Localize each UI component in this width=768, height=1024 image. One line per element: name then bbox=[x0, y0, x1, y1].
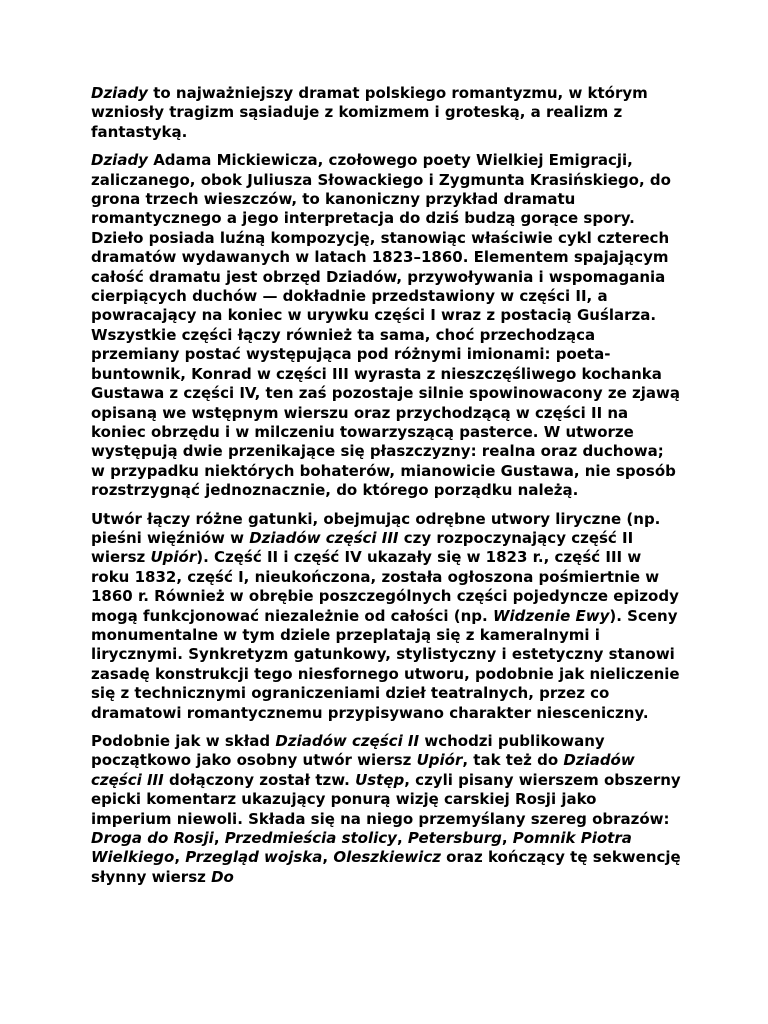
italic-text-run: Oleszkiewicz bbox=[333, 848, 441, 867]
body-paragraph bbox=[91, 151, 681, 500]
text-run: , tak też do bbox=[462, 751, 564, 770]
italic-text-run: Pomnik Piotra Wielkiego bbox=[91, 829, 632, 867]
italic-text-run: Dziadów części III bbox=[91, 751, 635, 789]
italic-text-run: Dziadów części III bbox=[249, 528, 399, 547]
text-run: , bbox=[174, 848, 186, 867]
document-page bbox=[91, 84, 681, 896]
italic-text-run: Droga do Rosji bbox=[91, 829, 214, 848]
text-run: ). Część II i część IV ukazały się w 1823 r., część III w roku 1832, część I, nieukończona, została ogłoszona pośmiertnie w 1860 r. Również w obrębie poszczególnych części pojedyncze epizody mogą funkcjonować niezależnie od całości (np. bbox=[91, 548, 679, 625]
text-run: , bbox=[396, 829, 408, 848]
italic-text-run: Upiór bbox=[150, 548, 197, 567]
text-run: dołączony został tzw. bbox=[163, 770, 356, 789]
italic-text-run: Dziady bbox=[91, 151, 148, 170]
text-run: Adama Mickiewicza, czołowego poety Wielkiej Emigracji, zaliczanego, obok Juliusza Słowackiego i Zygmunta Krasińskiego, do grona trzech wieszczów, to kanoniczny przykład dramatu romantycznego a jego interpretacja do dziś budzą gorące spory. Dzieło posiada luźną kompozycję, stanowiąc właściwie cykl czterech dramatów wydawanych w latach 1823–1860. Elementem spajającym całość dramatu jest obrzęd Dziadów, przywoływania i wspomagania cierpiących duchów — dokładnie przedstawiony w części II, a powracający na koniec w urywku części I wraz z postacią Guślarza. Wszystkie części łączy również ta sama, choć przechodząca przemiany postać występująca pod różnymi imionami: poeta-buntownik, Konrad w części III wyrasta z nieszczęśliwego kochanka Gustawa z części IV, ten zaś pozostaje silnie spowinowacony ze zjawą opisaną we wstępnym wierszu oraz przychodzącą w części II na koniec obrzędu i w milczeniu towarzyszącą pasterce. W utworze występują dwie przenikające się płaszczyzny: realna oraz duchowa; w przypadku niektórych bohaterów, mianowicie Gustawa, nie sposób rozstrzygnąć jednoznacznie, do którego porządku należą. bbox=[91, 151, 680, 500]
body-paragraph bbox=[91, 732, 681, 887]
text-run: , bbox=[322, 848, 334, 867]
text-run: ). Sceny monumentalne w tym dziele przeplatają się z kameralnymi i lirycznymi. Synkretyzm gatunkowy, stylistyczny i estetyczny stanowi zasadę konstrukcji tego niesfornego utworu, podobnie jak nieliczenie się z technicznymi ograniczeniami dzieł teatralnych, przez co dramatowi romantycznemu przypisywano charakter niesceniczny. bbox=[91, 606, 680, 722]
text-run: Utwór łączy różne gatunki, obejmując odrębne utwory liryczne (np. pieśni więźniów w bbox=[91, 509, 661, 547]
text-run: to najważniejszy dramat polskiego romantyzmu, w którym wzniosły tragizm sąsiaduje z komizmem i groteską, a realizm z fantastyką. bbox=[91, 84, 648, 141]
italic-text-run: Ustęp bbox=[355, 770, 405, 789]
italic-text-run: Do bbox=[211, 867, 234, 886]
text-run: , czyli pisany wierszem obszerny epicki komentarz ukazujący ponurą wizję carskiej Rosji jako imperium niewoli. Składa się na niego przemyślany szereg obrazów: bbox=[91, 770, 681, 828]
text-run: , bbox=[501, 829, 513, 848]
italic-text-run: Widzenie Ewy bbox=[492, 606, 610, 625]
italic-text-run: Przedmieścia stolicy bbox=[224, 829, 397, 848]
text-run: wchodzi publikowany początkowo jako osobny utwór wiersz bbox=[91, 732, 605, 770]
italic-text-run: Petersburg bbox=[407, 829, 502, 848]
italic-text-run: Dziadów części II bbox=[275, 732, 420, 750]
italic-text-run: Upiór bbox=[416, 751, 463, 770]
text-run: Podobnie jak w skład bbox=[91, 732, 276, 750]
italic-text-run: Przegląd wojska bbox=[185, 848, 323, 867]
italic-text-run: Dziady bbox=[91, 84, 148, 102]
text-run: czy rozpoczynający część II wiersz bbox=[91, 528, 634, 567]
text-run: oraz kończący tę sekwencję słynny wiersz bbox=[91, 848, 681, 886]
body-paragraph bbox=[91, 84, 681, 142]
body-paragraph bbox=[91, 510, 681, 723]
text-run: , bbox=[213, 829, 225, 848]
